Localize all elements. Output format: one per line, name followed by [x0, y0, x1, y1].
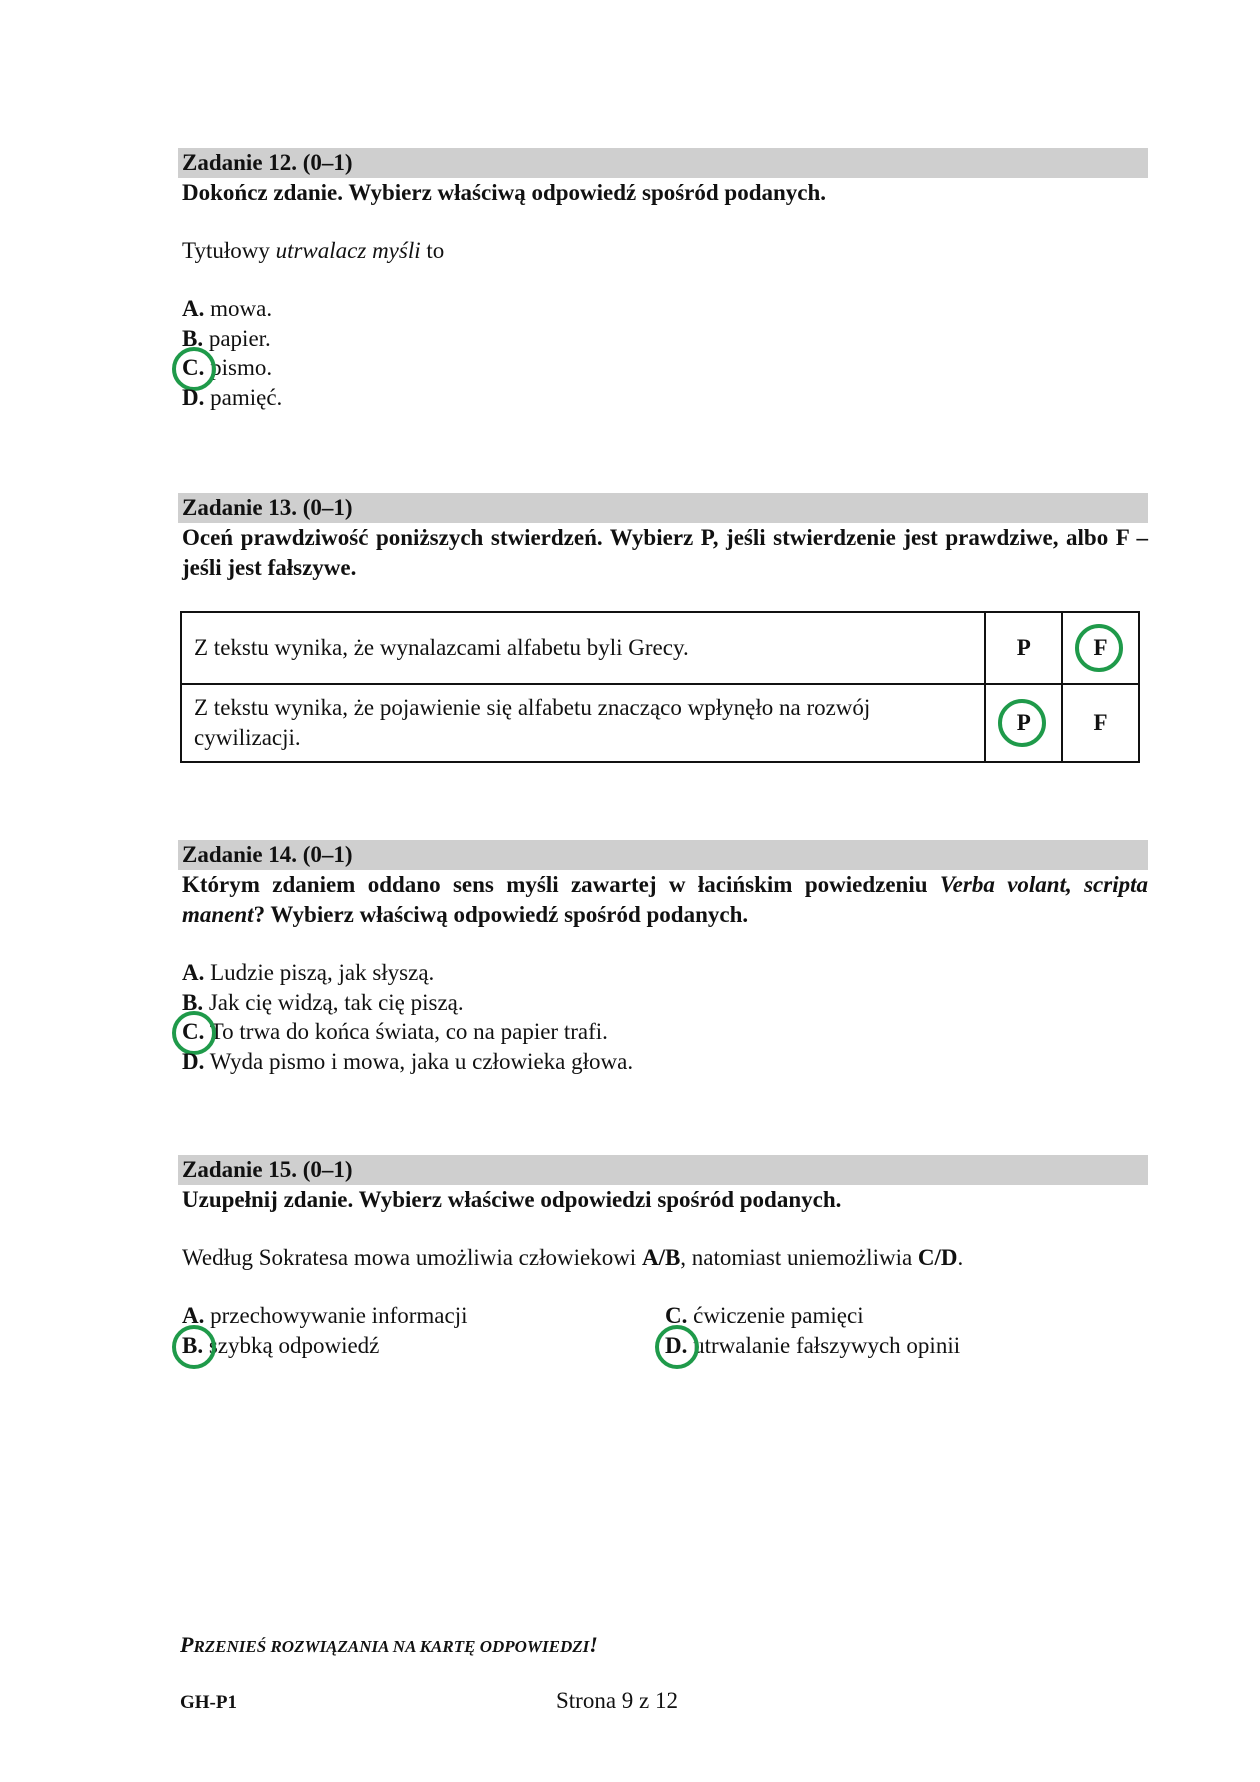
task-12-option-d[interactable]: D. pamięć. — [182, 384, 283, 410]
table-row — [181, 684, 1139, 762]
task-15-stem: Według Sokratesa mowa umożliwia człowiekowi A/B, natomiast uniemożliwia C/D. — [182, 1245, 964, 1270]
task-14-option-c[interactable]: C. To trwa do końca świata, co na papier trafi. — [182, 1017, 1148, 1047]
statement-1-p[interactable]: P — [985, 612, 1062, 684]
task-12-options — [178, 294, 1148, 412]
task-15-option-b[interactable]: B. szybką odpowiedź — [182, 1331, 665, 1361]
table-row — [181, 612, 1139, 684]
statement-2-f[interactable]: F — [1062, 684, 1139, 762]
statement-2: Z tekstu wynika, że pojawienie się alfabetu znacząco wpłynęło na rozwój cywilizacji. — [181, 684, 985, 762]
task-13-instruction: Oceń prawdziwość poniższych stwierdzeń. Wybierz P, jeśli stwierdzenie jest prawdziwe, albo F – jeśli jest fałszywe. — [182, 525, 1148, 580]
task-12-instruction: Dokończ zdanie. Wybierz właściwą odpowiedź spośród podanych. — [182, 180, 827, 205]
task-12-stem: Tytułowy utrwalacz myśli to — [182, 238, 445, 263]
task-14-header: Zadanie 14. (0–1) — [178, 840, 1148, 870]
task-15-option-a[interactable]: A. przechowywanie informacji — [182, 1303, 468, 1328]
transfer-answers-note: PRZENIEŚ ROZWIĄZANIA NA KARTĘ ODPOWIEDZI! — [180, 1632, 598, 1657]
exam-code: GH-P1 — [180, 1692, 237, 1713]
task-14-options — [178, 958, 1148, 1076]
task-14-option-b[interactable]: B. Jak cię widzą, tak cię piszą. — [182, 989, 464, 1015]
task-12-option-c[interactable]: C. pismo. — [182, 353, 1148, 383]
task-15-instruction: Uzupełnij zdanie. Wybierz właściwe odpowiedzi spośród podanych. — [182, 1187, 842, 1212]
task-14-instruction: Którym zdaniem oddano sens myśli zawartej w łacińskim powiedzeniu Verba volant, scripta manent? Wybierz właściwą odpowiedź spośród podanych. — [182, 872, 1148, 927]
task-14 — [178, 840, 1148, 1076]
task-12-header: Zadanie 12. (0–1) — [178, 148, 1148, 178]
task-15-header: Zadanie 15. (0–1) — [178, 1155, 1148, 1185]
statement-2-p[interactable]: P — [985, 684, 1062, 762]
page-number: Strona 9 z 12 — [556, 1688, 679, 1713]
task-12-option-b[interactable]: B. papier. — [182, 325, 271, 351]
task-15-option-d[interactable]: D. utrwalanie fałszywych opinii — [665, 1331, 1148, 1361]
task-13-header: Zadanie 13. (0–1) — [178, 493, 1148, 523]
task-15-options — [178, 1301, 1148, 1360]
task-15-options-left — [182, 1301, 665, 1360]
statement-1-f[interactable]: F — [1062, 612, 1139, 684]
task-15 — [178, 1155, 1148, 1360]
task-15-option-c[interactable]: C. ćwiczenie pamięci — [665, 1303, 864, 1328]
task-12-option-a[interactable]: A. mowa. — [182, 296, 273, 321]
task-12 — [178, 148, 1148, 412]
task-15-options-right — [665, 1301, 1148, 1360]
task-14-option-a[interactable]: A. Ludzie piszą, jak słyszą. — [182, 960, 435, 985]
task-13 — [178, 493, 1148, 763]
statement-1: Z tekstu wynika, że wynalazcami alfabetu byli Grecy. — [181, 612, 985, 684]
task-13-table — [180, 611, 1140, 763]
task-14-option-d[interactable]: D. Wyda pismo i mowa, jaka u człowieka głowa. — [182, 1048, 634, 1074]
